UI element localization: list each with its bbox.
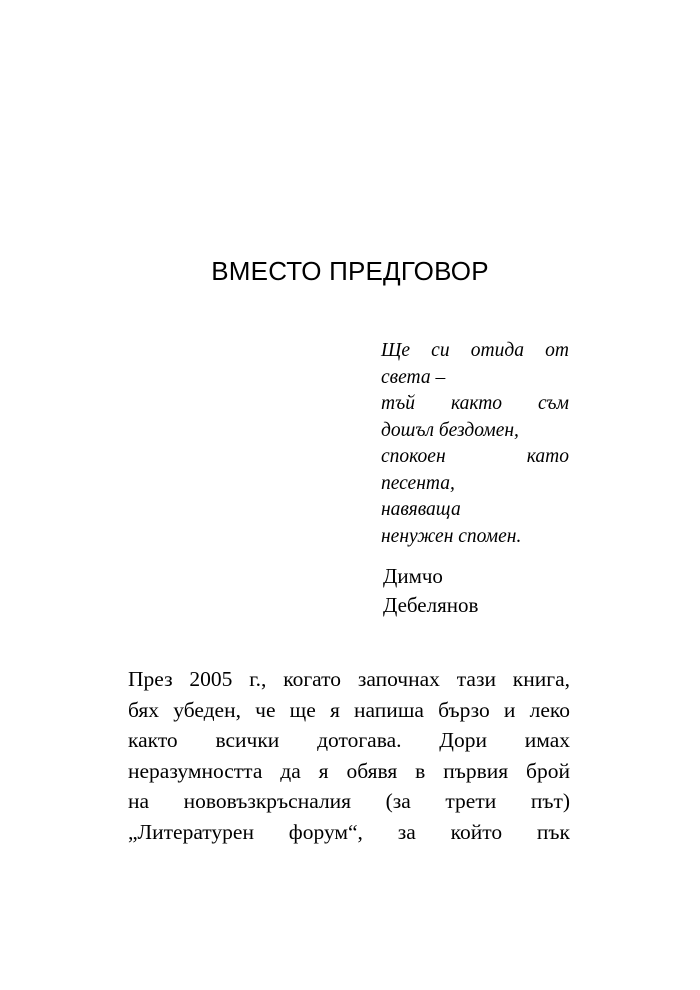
epigraph-line: дошъл бездомен, (381, 419, 519, 441)
body-line: на нововъзкръсналия (за трети път) (128, 789, 570, 813)
epigraph-line: света – (381, 366, 446, 388)
chapter-heading: ВМЕСТО ПРЕДГОВОР (211, 256, 489, 286)
epigraph-line: Ще си отида от (381, 340, 569, 361)
body-line: „Литературен форум“, за който пък (128, 819, 570, 844)
body-line: През 2005 г., когато започнах тази книга, (128, 667, 570, 691)
body-line: неразумността да я обявя в първия брой (128, 758, 570, 783)
epigraph-line: тъй както съм (381, 393, 569, 414)
body-line: както всички дотогава. Дори имах (128, 728, 570, 752)
author-first-name: Димчо (383, 564, 443, 588)
author-last-name: Дебелянов (383, 593, 479, 617)
epigraph-author (383, 562, 573, 620)
epigraph-line: спокоен като (381, 446, 569, 467)
epigraph-poem (381, 338, 569, 550)
epigraph-line: песента, (381, 472, 455, 494)
epigraph-line: ненужен спомен. (381, 525, 522, 547)
body-line: бях убеден, че ще я напиша бързо и леко (128, 697, 570, 722)
epigraph-line: навяваща (381, 499, 461, 520)
body-paragraph (128, 664, 570, 847)
